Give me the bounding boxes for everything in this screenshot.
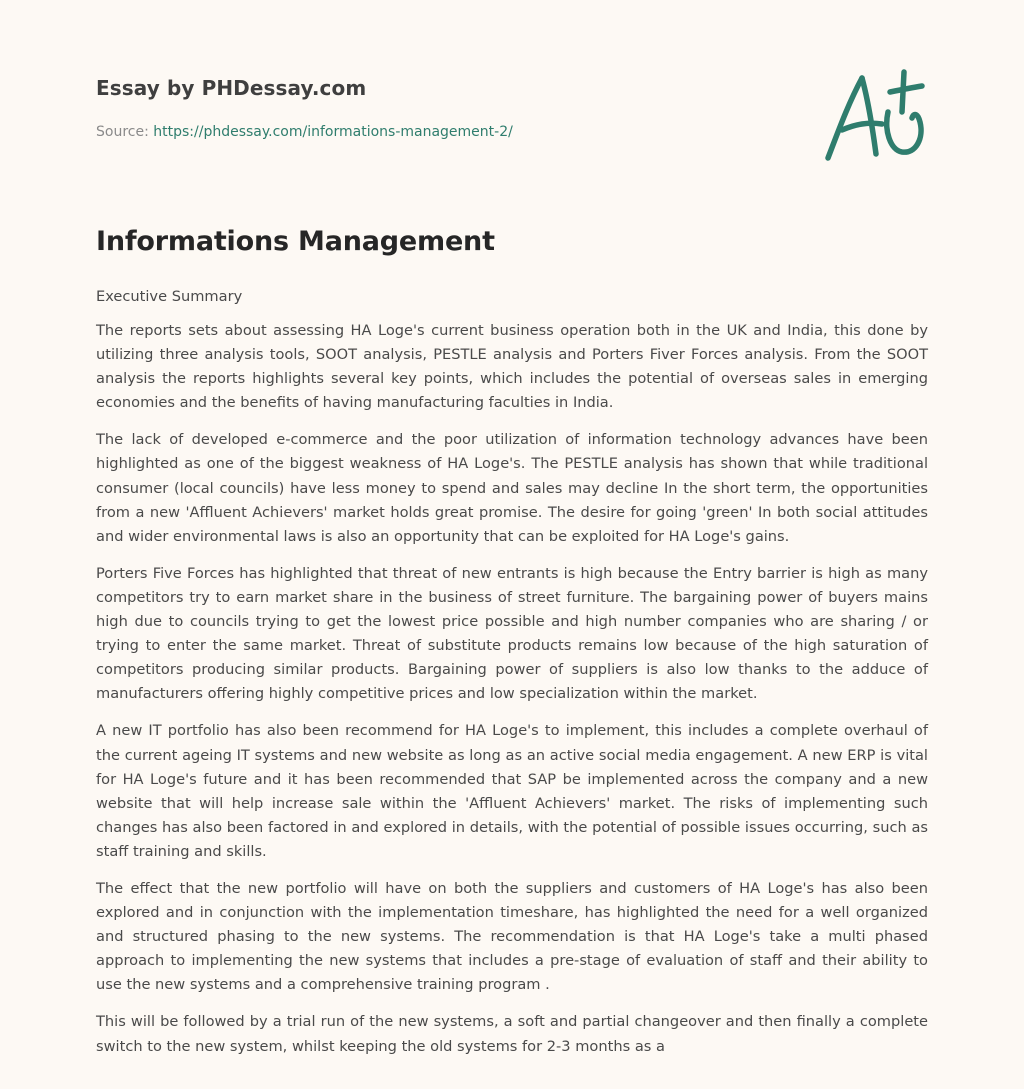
essay-paragraph: The effect that the new portfolio will have on both the suppliers and customers of HA Loge's has also been explored and in conjunction with the implementation timeshare, has highlighted the need for a well organized and structured phasing to the new systems. The recommendation is that HA Loge's take a multi phased approach to implementing the new systems that includes a pre-stage of evaluation of staff and their ability to use the new systems and a comprehensive training program . [96, 879, 928, 994]
source-line [96, 124, 513, 140]
essay-body [96, 287, 928, 1072]
essay-paragraph: This will be followed by a trial run of the new systems, a soft and partial changeover and then finally a complete switch to the new system, whilst keeping the old systems for 2-3 months as a [96, 1013, 928, 1055]
essay-title: Informations Management [96, 226, 495, 257]
essay-paragraph: The reports sets about assessing HA Loge's current business operation both in the UK and India, this done by utilizing three analysis tools, SOOT analysis, PESTLE analysis and Porters Fiver Forces analysis. From the SOOT analysis the reports highlights several key points, which includes the potential of overseas sales in emerging economies and the benefits of having manufacturing faculties in India. [96, 322, 928, 412]
essay-paragraph: Porters Five Forces has highlighted that threat of new entrants is high because the Entry barrier is high as many competitors try to earn market share in the business of street furniture. The bargaining power of buyers mains high due to councils trying to get the lowest price possible and high number companies who are sharing / or trying to enter the same market. Threat of substitute products remains low because of the high saturation of competitors producing similar products. Bargaining power of suppliers is also low thanks to the adduce of manufacturers offering highly competitive prices and low specialization within the market. [96, 564, 928, 703]
essay-subheading: Executive Summary [96, 288, 243, 305]
essay-paragraph: The lack of developed e-commerce and the poor utilization of information technology advances have been highlighted as one of the biggest weakness of HA Loge's. The PESTLE analysis has shown that while traditional consumer (local councils) have less money to spend and sales may decline In the short term, the opportunities from a new 'Affluent Achievers' market holds great promise. The desire for going 'green' In both social attitudes and wider environmental laws is also an opportunity that can be exploited for HA Loge's gains. [96, 431, 928, 545]
a-plus-logo-icon [818, 66, 930, 166]
source-label: Source: [96, 124, 149, 140]
site-brand: Essay by PHDessay.com [96, 76, 367, 100]
essay-paragraph: A new IT portfolio has also been recommend for HA Loge's to implement, this includes a complete overhaul of the current ageing IT systems and new website as long as an active social media engagement. A new ERP is vital for HA Loge's future and it has been recommended that SAP be implemented across the company and a new website that will help increase sale within the 'Affluent Achievers' market. The risks of implementing such changes has also been factored in and explored in details, with the potential of possible issues occurring, such as staff training and skills. [96, 722, 928, 860]
source-link[interactable]: https://phdessay.com/informations-management-2/ [153, 124, 513, 140]
